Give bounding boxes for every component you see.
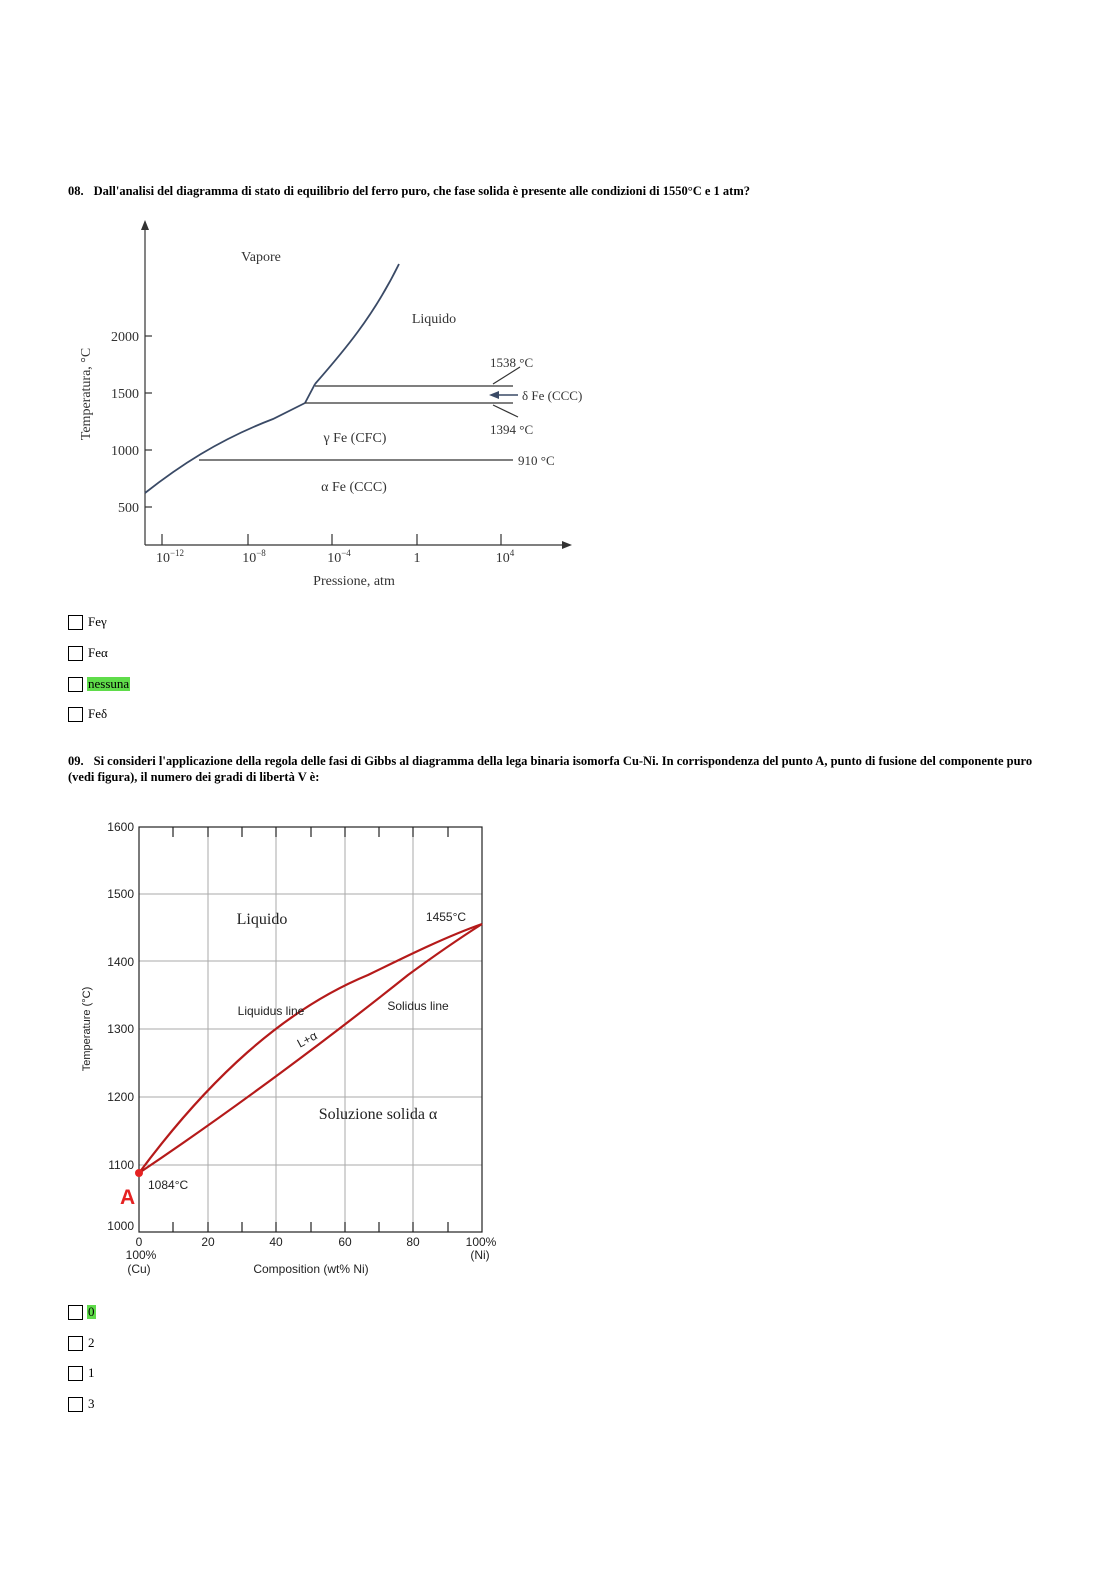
liquidus-label: Liquidus line bbox=[237, 1004, 305, 1018]
x-tick-label: $10^{-12}$ bbox=[155, 548, 185, 566]
annotation-1455: 1455°C bbox=[425, 910, 467, 924]
option-label-highlighted: nessuna bbox=[88, 676, 130, 691]
y-tick-label: 1200 bbox=[107, 1090, 134, 1104]
cu-ni-phase-diagram bbox=[68, 810, 518, 1285]
y-tick-label: 500 bbox=[118, 501, 139, 516]
solidus-label: Solidus line bbox=[387, 999, 449, 1013]
option-label: 2 bbox=[88, 1335, 95, 1350]
checkbox[interactable] bbox=[68, 1336, 83, 1351]
iron-phase-diagram bbox=[68, 212, 628, 597]
annotation-1538: 1538 °C bbox=[490, 355, 534, 370]
option-q08-3[interactable] bbox=[68, 675, 130, 693]
x-tick-label: 100% bbox=[465, 1235, 497, 1249]
liquid-vapor-curve bbox=[315, 264, 399, 384]
point-a-marker bbox=[135, 1169, 143, 1177]
y-tick-label: 1600 bbox=[107, 820, 134, 834]
region-label-vapore: Vapore bbox=[241, 250, 281, 265]
option-label: Feδ bbox=[88, 706, 108, 721]
x-tick-label: 1 bbox=[413, 551, 421, 566]
y-tick-label: 1100 bbox=[108, 1158, 134, 1172]
option-label: 1 bbox=[88, 1365, 95, 1380]
checkbox[interactable] bbox=[68, 1397, 83, 1412]
y-tick-label: 1000 bbox=[111, 444, 139, 459]
option-q09-2[interactable] bbox=[68, 1334, 96, 1352]
region-label-liquido: Liquido bbox=[411, 312, 457, 327]
question-number: 08. bbox=[68, 184, 84, 198]
y-axis-title: Temperatura, °C bbox=[79, 347, 94, 441]
x-tick-label: 40 bbox=[269, 1235, 283, 1249]
question-09-text bbox=[68, 753, 1043, 785]
option-q09-1[interactable] bbox=[68, 1303, 96, 1321]
x-tick-label: 60 bbox=[338, 1235, 352, 1249]
annotation-1084: 1084°C bbox=[148, 1178, 189, 1192]
checkbox[interactable] bbox=[68, 677, 83, 692]
x-left-sub-label: (Cu) bbox=[127, 1262, 151, 1276]
x-tick-label: $10^{-8}$ bbox=[242, 548, 266, 566]
y-tick-label: 1400 bbox=[107, 955, 134, 969]
arrow-delta-head bbox=[489, 391, 499, 399]
x-axis-arrow bbox=[562, 541, 572, 549]
region-label-gamma: γ Fe (CFC) bbox=[323, 431, 387, 446]
option-q09-4[interactable] bbox=[68, 1395, 96, 1413]
option-label: 3 bbox=[88, 1396, 95, 1411]
x-axis-title: Composition (wt% Ni) bbox=[253, 1262, 369, 1276]
arrow-1394 bbox=[493, 405, 518, 417]
region-label-liquido: Liquido bbox=[236, 911, 288, 928]
checkbox[interactable] bbox=[68, 707, 83, 722]
gamma-delta-vapor-boundary bbox=[305, 384, 315, 403]
question-08-text bbox=[68, 183, 1043, 199]
annotation-1394: 1394 °C bbox=[490, 422, 534, 437]
annotation-910: 910 °C bbox=[518, 453, 555, 468]
y-axis-title: Temperature (°C) bbox=[81, 986, 93, 1072]
x-left-sub-label: 100% bbox=[125, 1248, 157, 1262]
y-tick-label: 1300 bbox=[107, 1022, 134, 1036]
y-tick-label: 2000 bbox=[111, 330, 139, 345]
x-tick-label: $10^4$ bbox=[495, 548, 515, 566]
x-right-sub-label: (Ni) bbox=[470, 1248, 490, 1262]
x-tick-label: $10^{-4}$ bbox=[327, 548, 351, 566]
y-axis-arrow bbox=[141, 220, 149, 230]
x-axis-title: Pressione, atm bbox=[313, 574, 395, 589]
option-label-highlighted: 0 bbox=[88, 1304, 95, 1319]
annotation-delta-fe: δ Fe (CCC) bbox=[522, 388, 583, 403]
checkbox[interactable] bbox=[68, 1366, 83, 1381]
point-a-label: A bbox=[120, 1186, 136, 1209]
checkbox[interactable] bbox=[68, 615, 83, 630]
region-label-alpha: α Fe (CCC) bbox=[321, 480, 387, 495]
y-tick-label: 1000 bbox=[107, 1219, 134, 1233]
region-label-solid: Soluzione solida α bbox=[318, 1106, 438, 1123]
sublimation-curve-lower bbox=[145, 403, 305, 493]
checkbox[interactable] bbox=[68, 1305, 83, 1320]
option-q08-4[interactable] bbox=[68, 705, 108, 723]
option-label: Feα bbox=[88, 645, 108, 660]
y-tick-label: 1500 bbox=[111, 387, 139, 402]
option-q09-3[interactable] bbox=[68, 1364, 96, 1382]
question-body: Si consideri l'applicazione della regola delle fasi di Gibbs al diagramma della lega binaria isomorfa Cu-Ni. In corrispondenza del punto A, punto di fusione del componente puro (vedi figura), il numero dei gradi di libertà V è: bbox=[68, 754, 1033, 784]
question-body: Dall'analisi del diagramma di stato di equilibrio del ferro puro, che fase solida è presente alle condizioni di 1550°C e 1 atm? bbox=[93, 184, 751, 198]
question-number: 09. bbox=[68, 754, 84, 768]
option-label: Feγ bbox=[88, 614, 107, 629]
checkbox[interactable] bbox=[68, 646, 83, 661]
x-tick-label: 0 bbox=[135, 1235, 143, 1249]
x-tick-label: 20 bbox=[201, 1235, 215, 1249]
option-q08-2[interactable] bbox=[68, 644, 109, 662]
x-tick-label: 80 bbox=[406, 1235, 420, 1249]
two-phase-label: L+α bbox=[294, 1028, 320, 1051]
y-tick-label: 1500 bbox=[107, 887, 134, 901]
option-q08-1[interactable] bbox=[68, 613, 108, 631]
